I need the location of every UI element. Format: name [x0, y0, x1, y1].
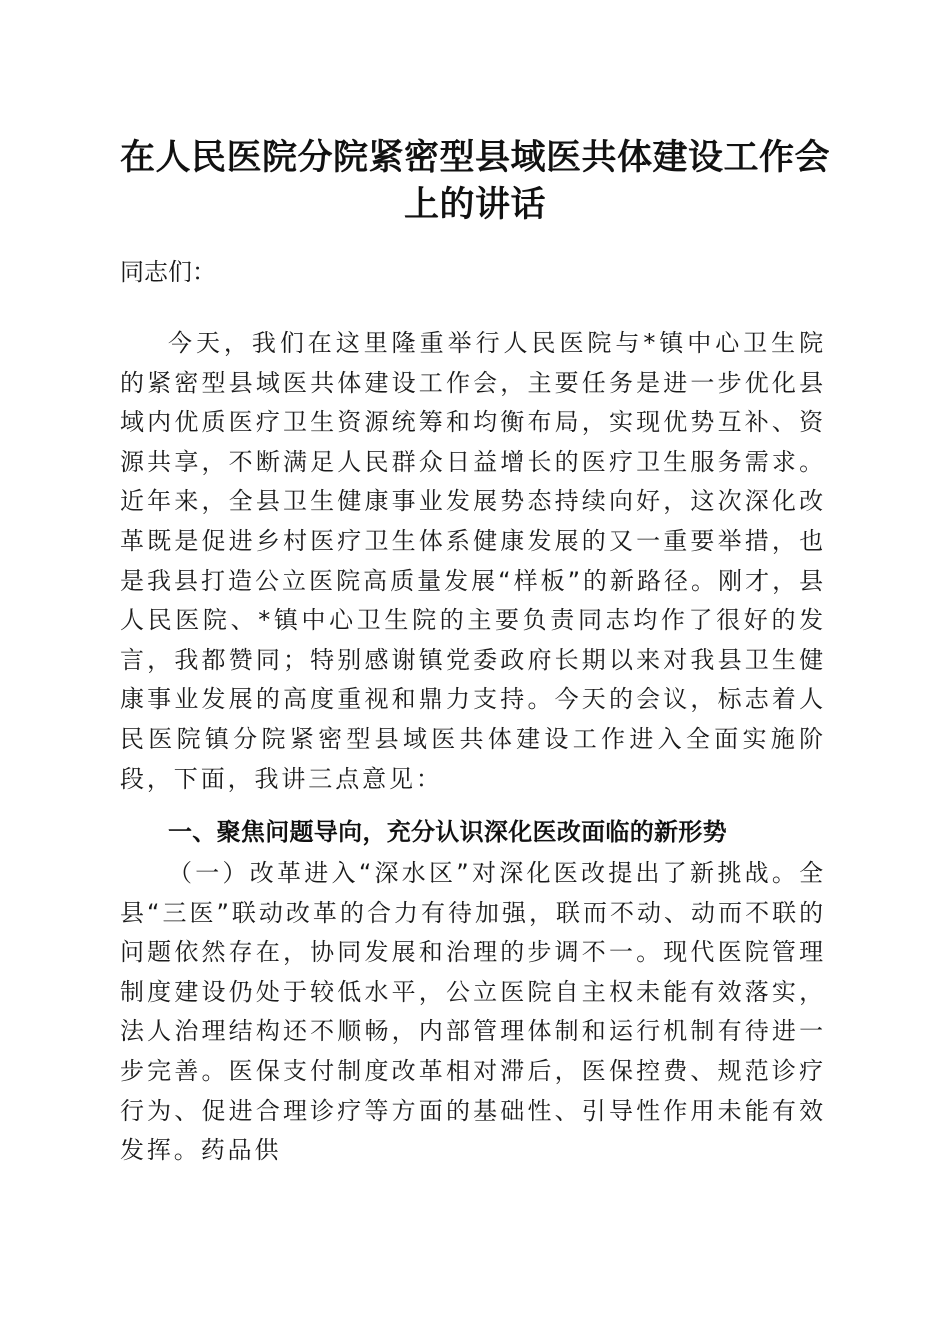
salutation: 同志们：: [120, 258, 216, 286]
paragraph-section-1-1: （一）改革进入“深水区”对深化医改提出了新挑战。全县“三医”联动改革的合力有待加强，联而不动、动而不联的问题依然存在，协同发展和治理的步调不一。现代医院管理制度建设仍处于较低水平，公立医院自主权未能有效落实，法人治理结构还不顺畅，内部管理体制和运行机制有待进一步完善。医保支付制度改革相对滞后，医保控费、规范诊疗行为、促进合理诊疗等方面的基础性、引导性作用未能有效发挥。药品供: [120, 859, 826, 1165]
title-line-2: 上的讲话: [403, 184, 546, 225]
document-title: [100, 134, 850, 228]
title-line-1: 在人民医院分院紧密型县域医共体建设工作会: [119, 137, 830, 178]
paragraph-opening: 今天，我们在这里隆重举行人民医院与*镇中心卫生院的紧密型县域医共体建设工作会，主要任务是进一步优化县域内优质医疗卫生资源统筹和均衡布局，实现优势互补、资源共享，不断满足人民群众日益增长的医疗卫生服务需求。近年来，全县卫生健康事业发展势态持续向好，这次深化改革既是促进乡村医疗卫生体系健康发展的又一重要举措，也是我县打造公立医院高质量发展“样板”的新路径。刚才，县人民医院、*镇中心卫生院的主要负责同志均作了很好的发言，我都赞同；特别感谢镇党委政府长期以来对我县卫生健康事业发展的高度重视和鼎力支持。今天的会议，标志着人民医院镇分院紧密型县域医共体建设工作进入全面实施阶段，下面，我讲三点意见：: [120, 329, 826, 793]
section-heading-1: 一、聚焦问题导向，充分认识深化医改面临的新形势: [168, 818, 727, 846]
